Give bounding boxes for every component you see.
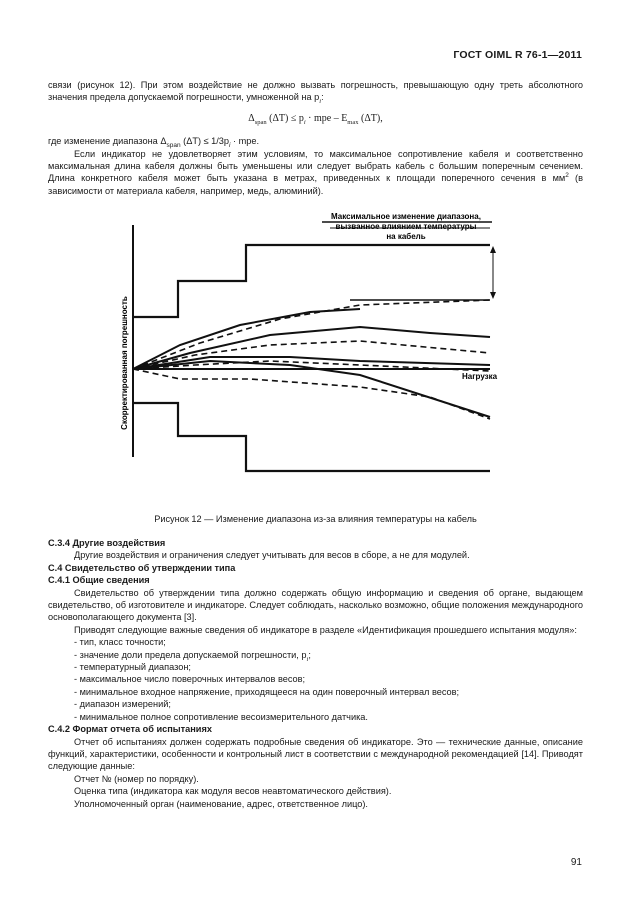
paragraph-cable-end: (в зависимости от материала кабеля, например, медь, алюминий). bbox=[48, 173, 583, 196]
heading-c42: С.4.2 Формат отчета об испытаниях bbox=[48, 724, 212, 735]
annotation-line-2: вызванное влиянием температуры bbox=[335, 222, 477, 231]
where-prefix: где изменение диапазона Δ bbox=[48, 136, 167, 147]
formula-right2: (ΔT), bbox=[358, 112, 383, 124]
paragraph-cable-text: Если индикатор не удовлетворяет этим условиям, то максимальное сопротивление кабеля и соответственно максимальная длина кабеля должны быть уменьшены или следует выбрать кабель с большим поперечным сечением. Длина конкретного кабеля может быть указана в метрах, приведенных к площади поперечного сечения в мм bbox=[48, 148, 583, 184]
running-header: ГОСТ OIML R 76-1—2011 bbox=[453, 49, 582, 61]
heading-c4: С.4 Свидетельство об утверждении типа bbox=[48, 562, 236, 573]
lower-limit-line bbox=[133, 403, 490, 471]
formula-span-sub: span bbox=[254, 118, 267, 126]
heading-c34: С.3.4 Другие воздействия bbox=[48, 538, 166, 548]
curve-lower-dashed bbox=[133, 369, 490, 419]
load-label: Нагрузка bbox=[462, 372, 498, 381]
top-text-block bbox=[48, 79, 583, 197]
where-tail: · mpe. bbox=[230, 136, 260, 147]
list-item: - тип, класс точности; bbox=[74, 637, 166, 648]
list-item bbox=[48, 649, 583, 661]
paragraph-c41-1: Свидетельство об утверждении типа должно содержать общую информацию и сведения об органе, выдающем свидетельство, об изготовителе и индикаторе. Следует соблюдать, насколько возможно, общие положения международного основополагающего документа [3]. bbox=[48, 587, 583, 623]
paragraph-intro-end: : bbox=[321, 92, 324, 103]
formula-right1: · mpe – E bbox=[305, 112, 348, 124]
where-line bbox=[48, 135, 583, 150]
paragraph-c34: Другие воздействия и ограничения следует учитывать для весов в сборе, а не для модулей. bbox=[74, 550, 470, 561]
list-item-end: ; bbox=[308, 649, 311, 660]
list-item-text: - значение доли предела допускаемой погрешности, p bbox=[74, 649, 307, 660]
upper-limit-line bbox=[133, 245, 490, 317]
formula-pi-sub: i bbox=[303, 118, 306, 126]
heading-c41: С.4.1 Общие сведения bbox=[48, 575, 150, 586]
list-item: - минимальное полное сопротивление весоизмерительного датчика. bbox=[74, 711, 368, 722]
list-item: - температурный диапазон; bbox=[74, 662, 191, 673]
annotation-line-1: Максимальное изменение диапазона, bbox=[331, 212, 481, 221]
arrow-head-bottom bbox=[490, 292, 496, 299]
list-item: - максимальное число поверочных интервалов весов; bbox=[74, 674, 306, 685]
list-item: - минимальное входное напряжение, приходящееся на один поверочный интервал весов; bbox=[74, 686, 460, 697]
mm2-superscript: 2 bbox=[565, 172, 569, 180]
paragraph-intro bbox=[48, 79, 583, 104]
where-pi-sub: i bbox=[229, 142, 231, 150]
where-mid: (ΔT) ≤ 1/3p bbox=[180, 136, 230, 147]
figure-12-diagram bbox=[100, 205, 520, 495]
arrow-head-top bbox=[490, 246, 496, 253]
paragraph-c41-2: Приводят следующие важные сведения об индикаторе в разделе «Идентификация прошедшего испытания модуля»: bbox=[74, 624, 577, 635]
report-line-1: Отчет № (номер по порядку). bbox=[74, 773, 199, 784]
where-span-sub: span bbox=[166, 142, 181, 150]
report-line-2: Оценка типа (индикатора как модуля весов неавтоматического действия). bbox=[74, 786, 392, 797]
report-line-3: Уполномоченный орган (наименование, адрес, ответственное лицо). bbox=[74, 798, 368, 809]
y-axis-label: Скорректированная погрешность bbox=[120, 296, 129, 430]
formula-delta: Δ bbox=[248, 112, 255, 124]
figure-caption: Рисунок 12 — Изменение диапазона из-за влияния температуры на кабель bbox=[154, 514, 477, 524]
list-item-sub: i bbox=[306, 655, 309, 663]
paragraph-intro-text: связи (рисунок 12). При этом воздействие не должно вызвать погрешность, превышающую одну треть абсолютного значения предела допускаемой погрешности, умноженной на p bbox=[48, 80, 583, 103]
formula bbox=[48, 113, 583, 125]
page-number: 91 bbox=[570, 857, 582, 868]
formula-mid: (ΔT) ≤ p bbox=[266, 112, 304, 124]
formula-max-sub: max bbox=[347, 118, 359, 126]
list-item: - диапазон измерений; bbox=[74, 699, 171, 710]
lower-text-block bbox=[48, 537, 583, 810]
annotation-line-3: на кабель bbox=[386, 232, 426, 241]
p-i-subscript: i bbox=[319, 98, 322, 106]
paragraph-cable bbox=[48, 148, 583, 198]
paragraph-c42-1: Отчет об испытаниях должен содержать подробные сведения об индикаторе. Это — технические данные, описание функций, характеристики, особенности и контрольный лист в соответствии с международной рекомендацией [14]. Приводят следующие данные: bbox=[48, 736, 583, 772]
